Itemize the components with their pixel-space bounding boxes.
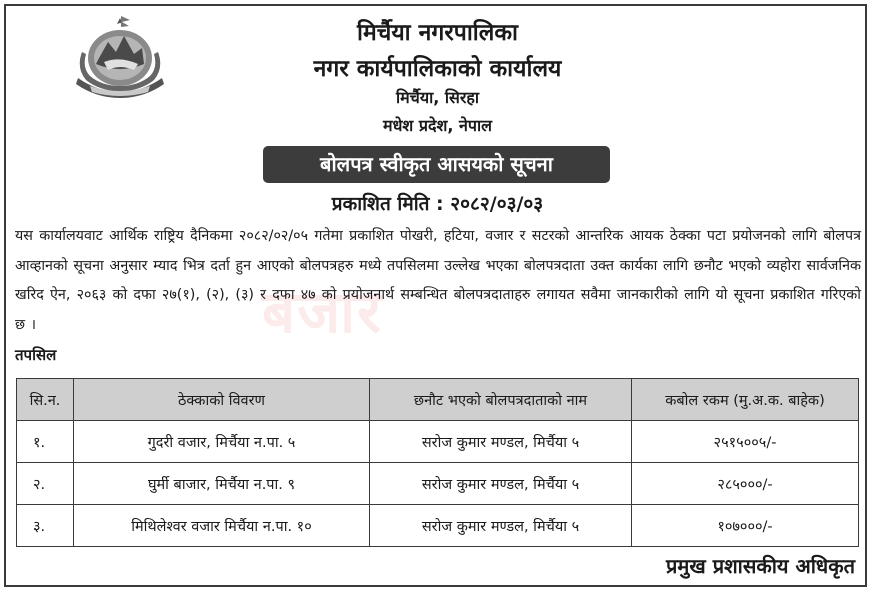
cell-bid-amount: २८५०००/- bbox=[632, 463, 859, 505]
header-selected-bidder: छनौट भएको बोलपत्रदाताको नाम bbox=[370, 379, 632, 421]
cell-selected-bidder: सरोज कुमार मण्डल, मिर्चैया ५ bbox=[370, 463, 632, 505]
published-date: प्रकाशित मिति : २०८२/०३/०३ bbox=[331, 193, 544, 215]
cell-bid-amount: १०७०००/- bbox=[632, 505, 859, 547]
header-contract-description: ठेक्काको विवरण bbox=[74, 379, 370, 421]
cell-contract-description: घुर्मी बाजार, मिर्चैया न.पा. ९ bbox=[74, 463, 370, 505]
notice-title: बोलपत्र स्वीकृत आसयको सूचना bbox=[263, 146, 610, 183]
details-label: तपसिल bbox=[15, 346, 57, 364]
header-serial: सि.न. bbox=[17, 379, 74, 421]
cell-serial: १. bbox=[17, 421, 74, 463]
cell-serial: २. bbox=[17, 463, 74, 505]
municipality-name: मिर्चैया नगरपालिका bbox=[357, 20, 518, 46]
table-header-row bbox=[17, 379, 859, 421]
cell-selected-bidder: सरोज कुमार मण्डल, मिर्चैया ५ bbox=[370, 505, 632, 547]
watermark: बजार bbox=[262, 278, 383, 346]
office-location: मिर्चैया, सिरहा bbox=[395, 88, 480, 107]
office-name: नगर कार्यपालिकाको कार्यालय bbox=[313, 56, 562, 82]
cell-contract-description: मिथिलेश्वर वजार मिर्चैया न.पा. १० bbox=[74, 505, 370, 547]
cell-serial: ३. bbox=[17, 505, 74, 547]
table-row bbox=[17, 463, 859, 505]
notice-body: यस कार्यालयवाट आर्थिक राष्ट्रिय दैनिकमा २०८२/०२/०५ गतेमा प्रकाशित पोखरी, हटिया, वजार र सटरको आन्तरिक आयक ठेक्का पटा प्रयोजनको लागि बोलपत्र आव्हानको सूचना अनुसार म्याद भित्र दर्ता हुन आएको बोलपत्रहरु मध्ये तपसिलमा उल्लेख भएका बोलपत्रदाता उक्त कार्यका लागि छनौट भएको व्यहोरा सार्वजनिक खरिद ऐन, २०६३ को दफा २७(१), (२), (३) र दफा ४७ को प्रयोजनार्थ सम्बन्धित बोलपत्रदाताहरु लगायत सवैमा जानकारीको लागि यो सूचना प्रकाशित गरिएको छ । bbox=[15, 228, 861, 333]
cell-bid-amount: २५१५००५/- bbox=[632, 421, 859, 463]
cell-selected-bidder: सरोज कुमार मण्डल, मिर्चैया ५ bbox=[370, 421, 632, 463]
table-row bbox=[17, 421, 859, 463]
cell-contract-description: गुदरी वजार, मिर्चैया न.पा. ५ bbox=[74, 421, 370, 463]
table-row bbox=[17, 505, 859, 547]
tender-table bbox=[16, 378, 859, 547]
header-bid-amount: कबोल रकम (मु.अ.क. बाहेक) bbox=[632, 379, 859, 421]
province-country: मधेश प्रदेश, नेपाल bbox=[383, 116, 492, 135]
signature-title: प्रमुख प्रशासकीय अधिकृत bbox=[666, 554, 855, 578]
